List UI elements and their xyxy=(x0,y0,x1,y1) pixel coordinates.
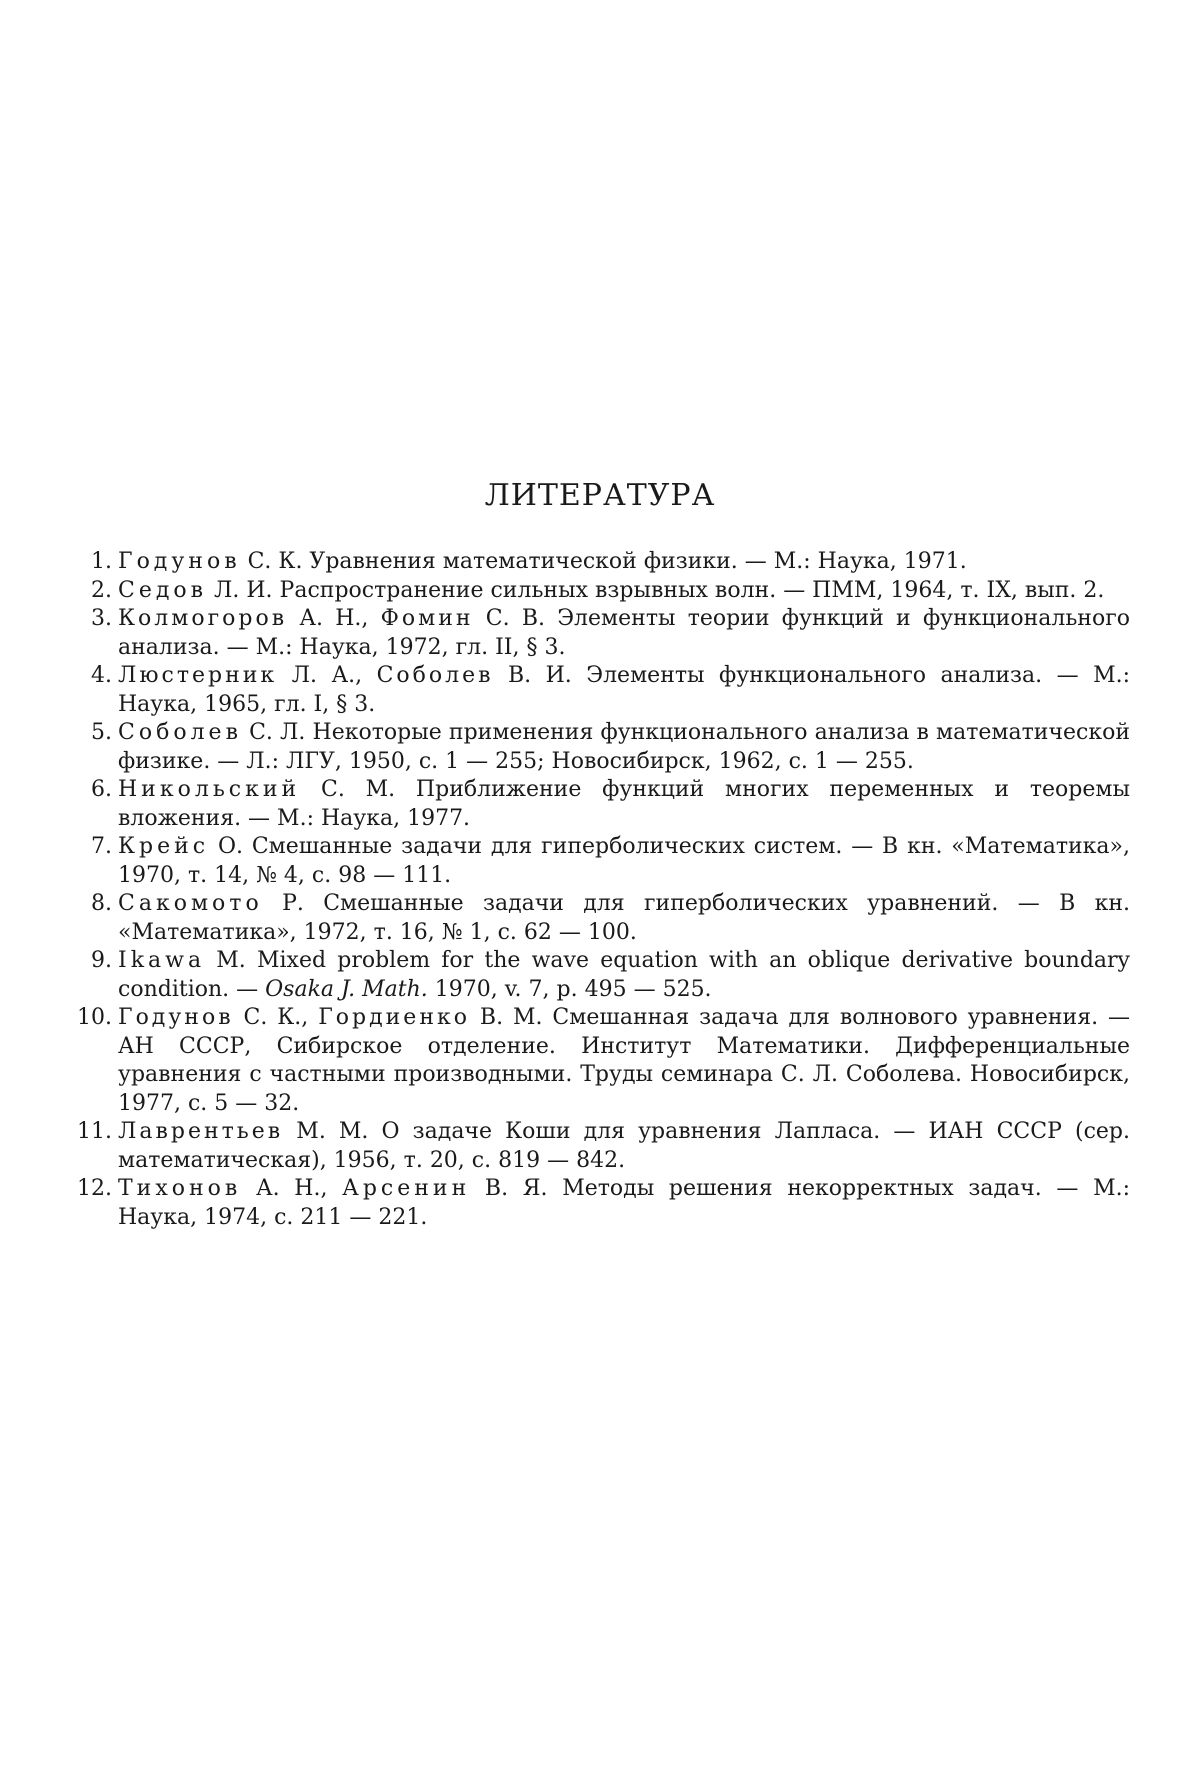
reference-number: 4. xyxy=(91,663,112,688)
reference-text: Л. И. Распространение сильных взрывных волн. — ПММ, 1964, т. IX, вып. 2. xyxy=(207,577,1105,603)
reference-journal: Osaka J. Math. xyxy=(265,976,428,1002)
reference-text: В. М. Смешанная задача для волнового уравнения. — АН СССР, Сибирское отделение. Институт Математики. Дифференциальные уравнения с частными производными. Труды семинара С. Л. Соболева. Новосибирск, 1977, с. 5 — 32. xyxy=(118,1005,1130,1116)
reference-item-9 xyxy=(0,947,1200,1004)
reference-item-12 xyxy=(0,1175,1200,1232)
reference-number: 12. xyxy=(77,1176,112,1201)
reference-number: 10. xyxy=(77,1005,112,1030)
reference-number: 1. xyxy=(91,549,112,574)
reference-author: Люстерник xyxy=(118,663,278,688)
reference-item-2 xyxy=(0,577,1200,606)
reference-author: Крейс xyxy=(118,834,210,859)
reference-author-second: Арсенин xyxy=(342,1176,471,1201)
reference-author: Лаврентьев xyxy=(118,1119,284,1144)
reference-text: В. Я. Методы решения некорректных задач. — М.: Наука, 1974, с. 211 — 221. xyxy=(118,1176,1131,1230)
reference-number: 6. xyxy=(91,777,112,802)
reference-author: Никольский xyxy=(118,777,301,802)
reference-author: Годунов xyxy=(118,549,241,574)
reference-text: С. В. Элементы теории функций и функционального анализа. — М.: Наука, 1972, гл. II, § 3. xyxy=(118,606,1130,660)
reference-author: Колмогоров xyxy=(118,606,288,631)
reference-author-second: Фомин xyxy=(380,606,474,631)
reference-text: С. К. Уравнения математической физики. — М.: Наука, 1971. xyxy=(240,549,967,574)
reference-item-10 xyxy=(0,1004,1200,1118)
reference-item-5 xyxy=(0,719,1200,776)
reference-author: Тихонов xyxy=(118,1176,242,1201)
reference-text: M. Mixed problem for the wave equation with an oblique derivative boundary condition. — xyxy=(118,948,1130,1002)
reference-number: 2. xyxy=(91,577,112,603)
reference-text: С. М. Приближение функций многих переменных и теоремы вложения. — М.: Наука, 1977. xyxy=(118,777,1130,831)
page-title: ЛИТЕРАТУРА xyxy=(484,478,716,513)
reference-number: 5. xyxy=(91,720,112,745)
reference-author-second: Гордиенко xyxy=(318,1005,470,1030)
reference-text: 1970, v. 7, p. 495 — 525. xyxy=(427,976,712,1002)
reference-item-4 xyxy=(0,662,1200,719)
reference-text: С. Л. Некоторые применения функционального анализа в математической физике. — Л.: ЛГУ, 1950, с. 1 — 255; Новосибирск, 1962, с. 1 — 255. xyxy=(118,720,1130,774)
reference-text: О. Смешанные задачи для гиперболических систем. — В кн. «Математика», 1970, т. 14, № 4, с. 98 — 111. xyxy=(118,834,1130,888)
reference-text: В. И. Элементы функционального анализа. — М.: Наука, 1965, гл. I, § 3. xyxy=(118,663,1131,717)
reference-author: Ikawa xyxy=(118,948,206,973)
reference-text: М. М. О задаче Коши для уравнения Лапласа. — ИАН СССР (сер. математическая), 1956, т. 20, с. 819 — 842. xyxy=(118,1119,1130,1173)
reference-author-second: Соболев xyxy=(376,663,494,688)
reference-number: 9. xyxy=(91,948,112,973)
reference-author: Соболев xyxy=(118,720,242,745)
reference-text: А. Н., xyxy=(241,1176,343,1201)
reference-number: 3. xyxy=(91,606,112,631)
reference-item-1 xyxy=(0,548,1200,577)
reference-item-8 xyxy=(0,890,1200,947)
reference-item-7 xyxy=(0,833,1200,890)
reference-text: Л. А., xyxy=(277,663,377,688)
reference-item-6 xyxy=(0,776,1200,833)
reference-number: 8. xyxy=(91,891,112,916)
reference-number: 7. xyxy=(91,834,112,859)
reference-author: Седов xyxy=(118,577,208,603)
reference-item-11 xyxy=(0,1118,1200,1175)
reference-text: А. Н., xyxy=(287,606,381,631)
reference-list xyxy=(0,548,1200,1232)
reference-author: Сакомото xyxy=(118,891,263,916)
reference-text: С. К., xyxy=(233,1005,319,1030)
reference-item-3 xyxy=(0,605,1200,662)
reference-text: Р. Смешанные задачи для гиперболических уравнений. — В кн. «Математика», 1972, т. 16, № 1, с. 62 — 100. xyxy=(118,891,1130,945)
reference-number: 11. xyxy=(77,1119,112,1144)
reference-author: Годунов xyxy=(118,1005,234,1030)
